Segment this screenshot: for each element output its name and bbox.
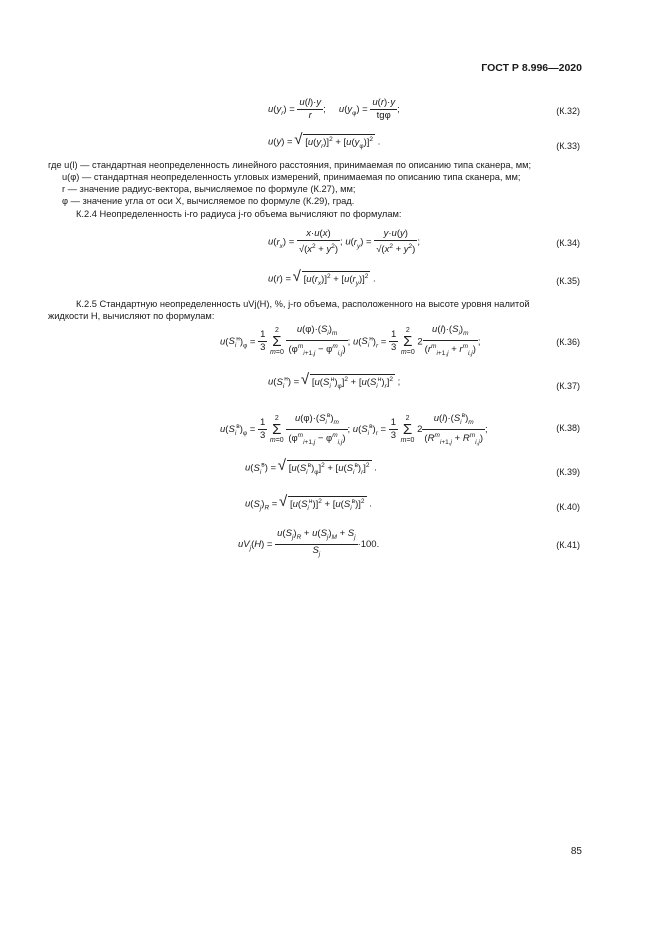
- definition-phi: φ — значение угла от оси X, вычисляемое по формуле (К.29), град.: [62, 196, 355, 206]
- equation-number-k39: (К.39): [556, 467, 580, 477]
- equation-number-k41: (К.41): [556, 540, 580, 550]
- formula-k37: $u(S_i^н)$ = √ $[u(S_i^н)_\varphi]^2 + [u(S_i^н)_r]^2$ ;: [268, 374, 400, 390]
- formula-k40: $u(S_j)_R$ = √ $[u(S_i^н)]^2 + [u(S_i^в)]^2$ .: [245, 496, 372, 512]
- definition-r: r — значение радиус-вектора, вычисляемое по формуле (К.27), мм;: [62, 184, 356, 194]
- definition-u-phi: u(φ) — стандартная неопределенность угловых измерений, принимаемая по описанию типа сканера, мм;: [62, 172, 521, 182]
- equation-number-k36: (К.36): [556, 337, 580, 347]
- equation-number-k38: (К.38): [556, 423, 580, 433]
- section-k24: К.2.4 Неопределенность i-го радиуса j-го объема вычисляют по формулам:: [76, 209, 402, 219]
- equation-number-k34: (К.34): [556, 238, 580, 248]
- equation-number-k40: (К.40): [556, 502, 580, 512]
- equation-number-k37: (К.37): [556, 381, 580, 391]
- formula-k38: $u(S_i^в)_\varphi$ = $\frac{1}{3}$ 2 Σ m=0 $\frac{u(\varphi)\cdot(S_i^в)_m}{(\varphi^m_{i+1,j} - \varphi^m_{i,j})}$ ; $u(S_i^в)_r$ = $\frac{1}{3}$ 2 Σ m=0 2 $\frac{u(l)\cdot(S_i^в)_m}{(R^m_{i+1,j} + R^m_{i,j})}$ ;: [220, 412, 488, 447]
- equation-number-k32: (К.32): [556, 106, 580, 116]
- formula-k36: $u(S_i^н)_\varphi$ = $\frac{1}{3}$ 2 Σ m=0 $\frac{u(\varphi)\cdot(S_i)_m}{(\varphi^m_{i+1,j} - \varphi^m_{i,j})}$ ; $u(S_i^н)_r$ = $\frac{1}{3}$ 2 Σ m=0 2 $\frac{u(l)\cdot(S_i)_m}{(r^m_{i+1,j} + r^m_{i,j})}$ ;: [220, 324, 481, 357]
- formula-k41: $uV_j(H)$ = $\frac{u(S_j)_R + u(S_j)_M + S_j}{S_j}$ ·100.: [238, 528, 380, 558]
- document-header: ГОСТ Р 8.996—2020: [481, 62, 582, 74]
- formula-k39: $u(S_i^в)$ = √ $[u(S_i^в)_\varphi]^2 + [u(S_i^в)_r]^2$ .: [245, 460, 377, 476]
- equation-number-k33: (К.33): [556, 141, 580, 151]
- section-k25: К.2.5 Стандартную неопределенность uVj(H), %, j-го объема, расположенного на высоте уровня налитой жидкости H, вычисляют по формулам:: [48, 299, 530, 321]
- equation-number-k35: (К.35): [556, 276, 580, 286]
- formula-k33: u(y) = √ $[u(y_r)]^2 + [u(y_\varphi)]^2$ .: [268, 134, 380, 150]
- page-number: 85: [570, 846, 582, 857]
- definition-u-l: где u(l) — стандартная неопределенность линейного расстояния, принимаемая по описанию типа сканера, мм;: [48, 160, 532, 170]
- formula-k35: u(r) = √ $[u(r_x)]^2 + [u(r_y)]^2$ .: [268, 271, 376, 287]
- formula-k32: $u(y_r)$ = $\frac{u(l)\cdot y}{r}$ ; $u(y_\varphi)$ = $\frac{u(r)\cdot y}{\text{tgφ}}$ ;: [268, 97, 400, 121]
- formula-k34: $u(r_x)$ = $\frac{x\cdot u(x)}{√(x^2 + y^2)}$ ; $u(r_y)$ = $\frac{y\cdot u(y)}{√(x^2 + y^2)}$ ;: [268, 228, 420, 256]
